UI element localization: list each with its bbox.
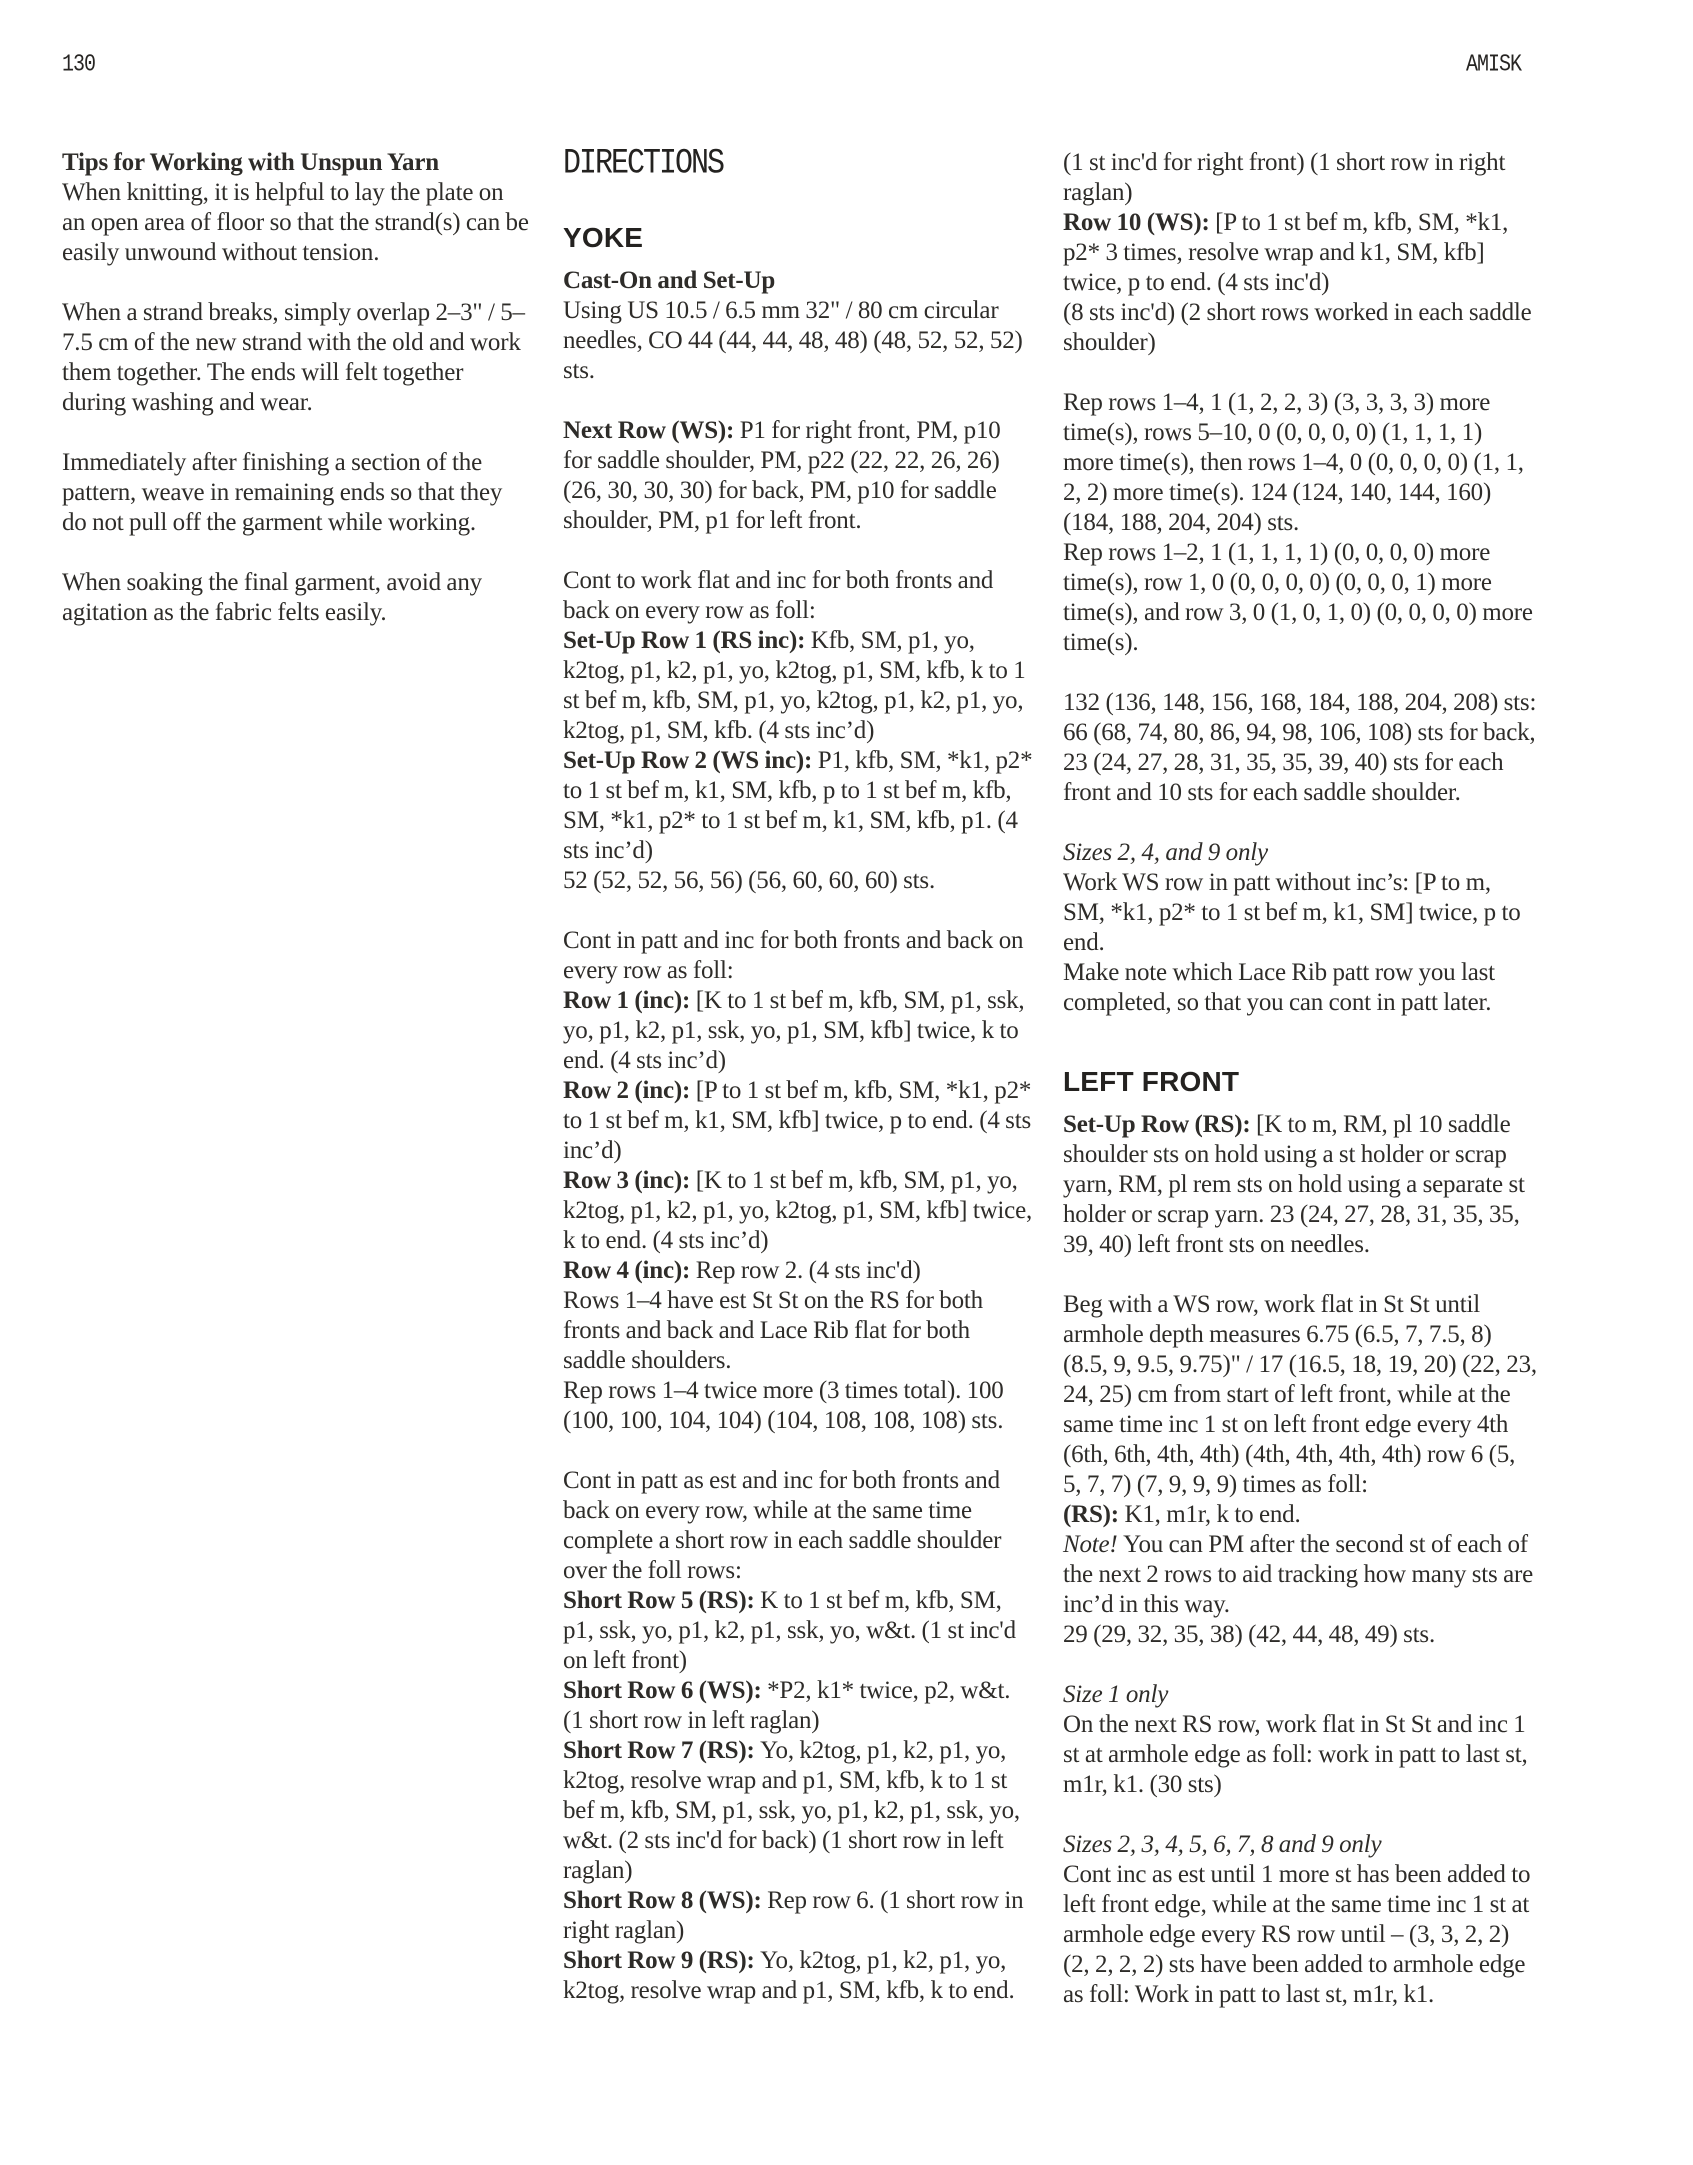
paragraph [1063, 958, 1537, 1018]
paragraph [563, 1946, 1033, 2006]
text-run: Kfb, SM, p1, yo, k2tog, p1, k2, p1, yo, k2tog, p1, SM, kfb, k to 1 st bef m, kfb, SM, p1, yo, k2tog, p1, k2, p1, yo, k2tog, p1, SM, kfb. (4 sts inc’d) [563, 627, 1026, 744]
bold-run: Tips for Working with Unspun Yarn [62, 149, 439, 176]
text-run: [K to 1 st bef m, kfb, SM, p1, ssk, yo, p1, k2, p1, ssk, yo, p1, SM, kfb] twice, k to end. (4 sts inc’d) [563, 987, 1025, 1074]
paragraph [1063, 538, 1537, 658]
text-run: [P to 1 st bef m, kfb, SM, *k1, p2* to 1 st bef m, k1, SM, kfb] twice, p to end. (4 sts inc’d) [563, 1077, 1032, 1164]
column-right [1063, 148, 1537, 2010]
paragraph [62, 298, 532, 418]
text-run: Yo, k2tog, p1, k2, p1, yo, k2tog, resolve wrap and p1, SM, kfb, k to 1 st bef m, kfb, SM, p1, ssk, yo, p1, k2, p1, ssk, yo, w&t. (2 sts inc'd for back) (1 short row in left raglan) [563, 1737, 1020, 1884]
text-run: When knitting, it is helpful to lay the plate on an open area of floor so that the strand(s) can be easily unwound without tension. [62, 179, 529, 266]
text-run: Make note which Lace Rib patt row you last completed, so that you can cont in patt later. [1063, 959, 1495, 1016]
text-run: Rows 1–4 have est St St on the RS for both fronts and back and Lace Rib flat for both saddle shoulders. [563, 1287, 983, 1374]
text-run: 52 (52, 52, 56, 56) (56, 60, 60, 60) sts. [563, 867, 936, 894]
text-run: Cont in patt and inc for both fronts and back on every row as foll: [563, 927, 1024, 984]
directions-heading: DIRECTIONS [563, 144, 724, 185]
paragraph [1063, 388, 1537, 538]
text-run: Rep rows 1–4, 1 (1, 2, 2, 3) (3, 3, 3, 3) more time(s), rows 5–10, 0 (0, 0, 0, 0) (1, 1, 1, 1) more time(s), then rows 1–4, 0 (0, 0, 0, 0) (1, 1, 2, 2) more time(s). 124 (124, 140, 144, 160) (184, 188, 204, 204) sts. [1063, 389, 1524, 536]
paragraph [563, 1286, 1033, 1376]
paragraph [563, 626, 1033, 746]
text-run: Cont to work flat and inc for both fronts and back on every row as foll: [563, 567, 994, 624]
paragraph [1063, 208, 1537, 298]
text-run: Using US 10.5 / 6.5 mm 32" / 80 cm circular needles, CO 44 (44, 44, 48, 48) (48, 52, 52, 52) sts. [563, 297, 1023, 384]
yoke-heading: YOKE [563, 222, 644, 253]
paragraph [563, 1166, 1033, 1256]
paragraph [1063, 1500, 1537, 1530]
text-run: [P to 1 st bef m, kfb, SM, *k1, p2* 3 times, resolve wrap and k1, SM, kfb] twice, p to end. (4 sts inc'd) [1063, 209, 1509, 296]
paragraph [563, 1886, 1033, 1946]
text-run: [K to 1 st bef m, kfb, SM, p1, yo, k2tog, p1, k2, p1, yo, k2tog, p1, SM, kfb] twice, k to end. (4 sts inc’d) [563, 1167, 1033, 1254]
italic-run: Sizes 2, 4, and 9 only [1063, 839, 1268, 866]
text-run: P1 for right front, PM, p10 for saddle shoulder, PM, p22 (22, 22, 26, 26) (26, 30, 30, 30) for back, PM, p10 for saddle shoulder, PM, p1 for left front. [563, 417, 1001, 534]
paragraph [1063, 688, 1537, 808]
bold-run: Set-Up Row 2 (WS inc): [563, 747, 818, 774]
column-middle [563, 144, 1033, 2006]
paragraph [563, 1376, 1033, 1436]
paragraph [1063, 1530, 1537, 1620]
text-run: 132 (136, 148, 156, 168, 184, 188, 204, 208) sts: 66 (68, 74, 80, 86, 94, 98, 106, 108) sts for back, 23 (24, 27, 28, 31, 35, 35, 39, 40) sts for each front and 10 sts for each saddle shoulder. [1063, 689, 1537, 806]
bold-run: (RS): [1063, 1501, 1125, 1528]
bold-run: Set-Up Row 1 (RS inc): [563, 627, 811, 654]
text-run: *P2, k1* twice, p2, w&t. (1 short row in left raglan) [563, 1677, 1011, 1734]
text-run: Beg with a WS row, work flat in St St until armhole depth measures 6.75 (6.5, 7, 7.5, 8) (8.5, 9, 9.5, 9.75)" / 17 (16.5, 18, 19, 20) (22, 23, 24, 25) cm from start of left front, while at the same time inc 1 st on left front edge every 4th (6th, 6th, 4th, 4th) (4th, 4th, 4th, 4th) row 6 (5, 5, 7, 7) (7, 9, 9, 9) times as foll: [1063, 1291, 1537, 1498]
paragraph [563, 986, 1033, 1076]
paragraph [563, 746, 1033, 866]
italic-run: Size 1 only [1063, 1681, 1169, 1708]
paragraph [563, 1676, 1033, 1736]
paragraph [563, 1586, 1033, 1676]
column-left [62, 148, 532, 628]
italic-run: Note! [1063, 1531, 1124, 1558]
paragraph [563, 1466, 1033, 1586]
left-front-heading: LEFT FRONT [1063, 1066, 1240, 1097]
text-run: (8 sts inc'd) (2 short rows worked in each saddle shoulder) [1063, 299, 1532, 356]
text-run: Immediately after finishing a section of the pattern, weave in remaining ends so that they do not pull off the garment while working. [62, 449, 503, 536]
bold-run: Short Row 9 (RS): [563, 1947, 761, 1974]
text-run: Cont inc as est until 1 more st has been added to left front edge, while at the same time inc 1 st at armhole edge every RS row until – (3, 3, 2, 2) (2, 2, 2, 2) sts have been added to armhole edge as foll: Work in patt to last st, m1r, k1. [1063, 1861, 1531, 2008]
italic-run: Sizes 2, 3, 4, 5, 6, 7, 8 and 9 only [1063, 1831, 1382, 1858]
bold-run: Row 10 (WS): [1063, 209, 1216, 236]
bold-run: Short Row 5 (RS): [563, 1587, 761, 1614]
text-run: Rep row 2. (4 sts inc'd) [695, 1257, 921, 1284]
bold-run: Short Row 7 (RS): [563, 1737, 761, 1764]
bold-run: Short Row 6 (WS): [563, 1677, 768, 1704]
text-run: You can PM after the second st of each of the next 2 rows to aid tracking how many sts are inc’d in this way. [1063, 1531, 1534, 1618]
bold-run: Row 2 (inc): [563, 1077, 696, 1104]
bold-run: Row 4 (inc): [563, 1257, 696, 1284]
text-run: Cont in patt as est and inc for both fronts and back on every row, while at the same time complete a short row in each saddle shoulder over the foll rows: [563, 1467, 1002, 1584]
paragraph [1063, 868, 1537, 958]
bold-run: Row 3 (inc): [563, 1167, 696, 1194]
paragraph [1063, 148, 1537, 208]
paragraph [1063, 1710, 1537, 1800]
text-run: K to 1 st bef m, kfb, SM, p1, ssk, yo, p1, k2, p1, ssk, yo, w&t. (1 st inc'd on left front) [563, 1587, 1016, 1674]
running-head: AMISK [1465, 51, 1521, 79]
text-run: (1 st inc'd for right front) (1 short row in right raglan) [1063, 149, 1506, 206]
paragraph [1063, 1860, 1537, 2010]
paragraph [1063, 1110, 1537, 1260]
paragraph [563, 1736, 1033, 1886]
bold-run: Next Row (WS): [563, 417, 740, 444]
paragraph [563, 1256, 1033, 1286]
text-run: P1, kfb, SM, *k1, p2* to 1 st bef m, k1, SM, kfb, p to 1 st bef m, kfb, SM, *k1, p2* to 1 st bef m, k1, SM, kfb, p1. (4 sts inc’d) [563, 747, 1033, 864]
text-run: When a strand breaks, simply overlap 2–3" / 5–7.5 cm of the new strand with the old and work them together. The ends will felt together during washing and wear. [62, 299, 525, 416]
text-run: 29 (29, 32, 35, 38) (42, 44, 48, 49) sts. [1063, 1621, 1436, 1648]
text-run: Rep row 6. (1 short row in right raglan) [563, 1887, 1024, 1944]
paragraph [62, 448, 532, 538]
paragraph [563, 416, 1033, 536]
text-run: [K to m, RM, pl 10 saddle shoulder sts on hold using a st holder or scrap yarn, RM, pl rem sts on hold using a separate st holder or scrap yarn. 23 (24, 27, 28, 31, 35, 35, 39, 40) left front sts on needles. [1063, 1111, 1525, 1258]
paragraph [1063, 838, 1537, 868]
text-run: Work WS row in patt without inc’s: [P to m, SM, *k1, p2* to 1 st bef m, k1, SM] twice, p to end. [1063, 869, 1521, 956]
paragraph [563, 1076, 1033, 1166]
bold-run: Short Row 8 (WS): [563, 1887, 768, 1914]
paragraph [1063, 1620, 1537, 1650]
paragraph [563, 926, 1033, 986]
paragraph [563, 296, 1033, 386]
paragraph [563, 266, 1033, 296]
text-run: K1, m1r, k to end. [1124, 1501, 1301, 1528]
bold-run: Cast-On and Set-Up [563, 267, 776, 294]
paragraph [563, 566, 1033, 626]
page-number: 130 [62, 51, 96, 79]
bold-run: Row 1 (inc): [563, 987, 696, 1014]
paragraph [1063, 1290, 1537, 1500]
paragraph [1063, 298, 1537, 358]
paragraph [62, 568, 532, 628]
paragraph [1063, 1830, 1537, 1860]
text-run: Rep rows 1–2, 1 (1, 1, 1, 1) (0, 0, 0, 0) more time(s), row 1, 0 (0, 0, 0, 0) (0, 0, 0, 1) more time(s), and row 3, 0 (1, 0, 1, 0) (0, 0, 0, 0) more time(s). [1063, 539, 1533, 656]
text-run: On the next RS row, work flat in St St and inc 1 st at armhole edge as foll: work in patt to last st, m1r, k1. (30 sts) [1063, 1711, 1528, 1798]
bold-run: Set-Up Row (RS): [1063, 1111, 1257, 1138]
paragraph [563, 866, 1033, 896]
text-run: When soaking the final garment, avoid any agitation as the fabric felts easily. [62, 569, 482, 626]
text-run: Rep rows 1–4 twice more (3 times total). 100 (100, 100, 104, 104) (104, 108, 108, 108) sts. [563, 1377, 1004, 1434]
paragraph [1063, 1680, 1537, 1710]
text-run: Yo, k2tog, p1, k2, p1, yo, k2tog, resolve wrap and p1, SM, kfb, k to end. [563, 1947, 1015, 2004]
paragraph [62, 178, 532, 268]
paragraph [62, 148, 532, 178]
